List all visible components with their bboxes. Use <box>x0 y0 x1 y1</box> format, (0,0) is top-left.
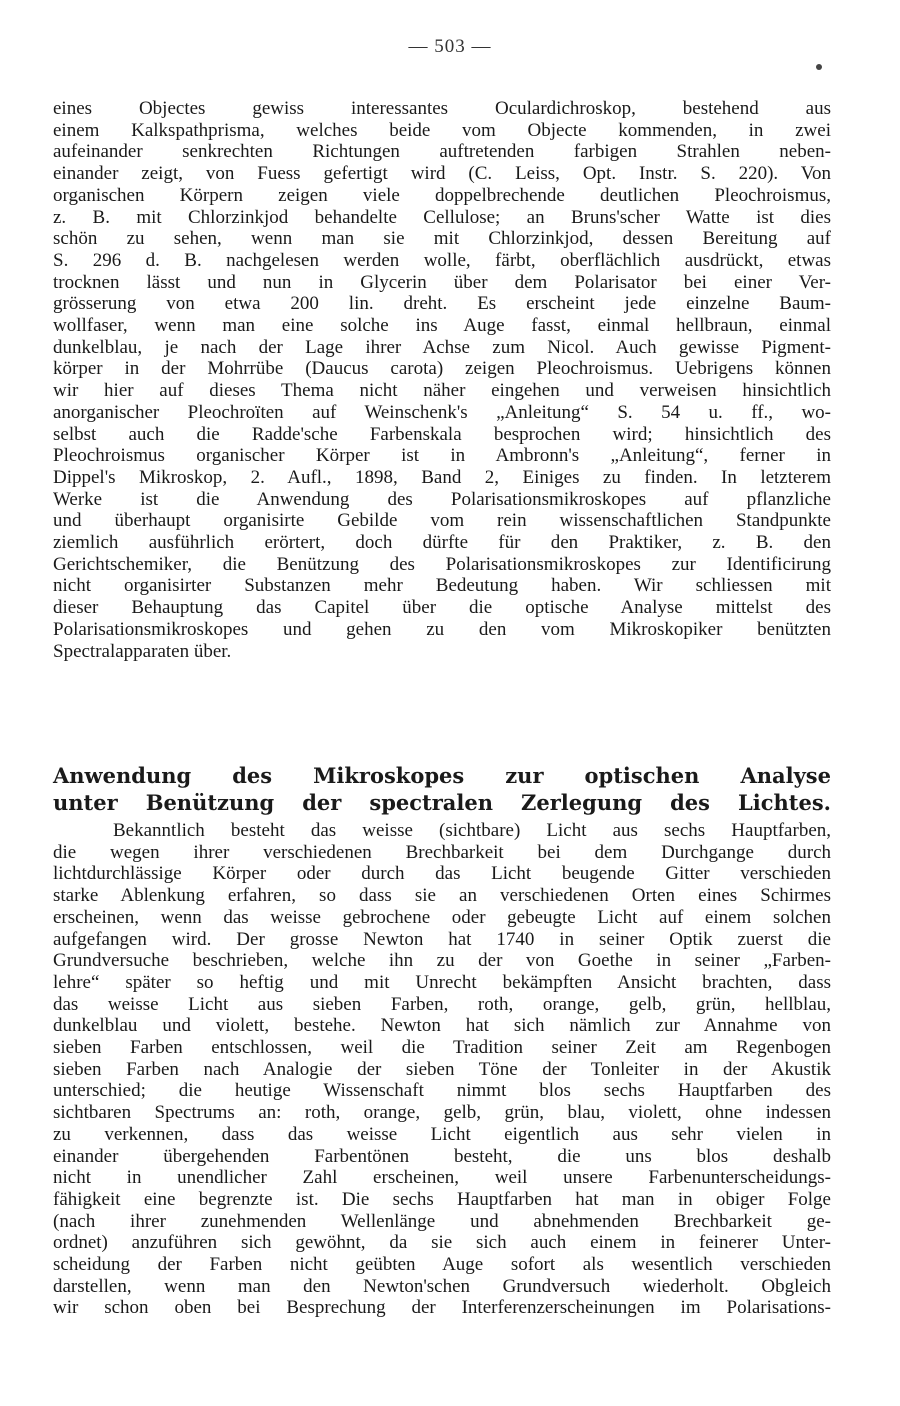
text-line: Polarisationsmikroskopes und gehen zu den vom Mikroskopiker benützten <box>53 618 831 640</box>
text-line: lehre“ später so heftig und mit Unrecht bekämpften Ansicht brachten, dass <box>53 971 831 993</box>
text-line: dunkelblau und violett, bestehe. Newton hat sich nämlich zur Annahme von <box>53 1015 831 1037</box>
text-line: zu verkennen, dass das weisse Licht eigentlich aus sehr vielen in <box>53 1123 831 1145</box>
text-line: S. 296 d. B. nachgelesen werden wolle, färbt, oberflächlich ausdrückt, etwas <box>53 249 831 271</box>
text-line: unterschied; die heutige Wissenschaft nimmt blos sechs Hauptfarben des <box>53 1080 831 1102</box>
body-paragraph-1 <box>53 98 831 662</box>
text-line: ordnet) anzuführen sich gewöhnt, da sie sich auch einem in feinerer Unter- <box>53 1232 831 1254</box>
text-line: einander übergehenden Farbentönen besteht, die uns blos deshalb <box>53 1145 831 1167</box>
text-line: einem Kalkspathprisma, welches beide vom Objecte kommenden, in zwei <box>53 119 831 141</box>
text-line: dieser Behauptung das Capitel über die optische Analyse mittelst des <box>53 597 831 619</box>
page-number: — 503 — <box>408 36 492 57</box>
text-line: darstellen, wenn man den Newton'schen Grundversuch wiederholt. Obgleich <box>53 1275 831 1297</box>
text-line: sieben Farben entschlossen, weil die Tradition seiner Zeit am Regenbogen <box>53 1037 831 1059</box>
text-line: ziemlich ausführlich erörtert, doch dürfte für den Praktiker, z. B. den <box>53 532 831 554</box>
heading-line: unter Benützung der spectralen Zerlegung des Lichtes. <box>53 790 831 815</box>
text-line: nicht in unendlicher Zahl erscheinen, weil unsere Farbenunterscheidungs- <box>53 1167 831 1189</box>
text-line: lichtdurchlässige Körper oder durch das Licht beugende Gitter verschieden <box>53 863 831 885</box>
text-line: anorganischer Pleochroïten auf Weinschenk's „Anleitung“ S. 54 u. ff., wo- <box>53 401 831 423</box>
text-line: Bekanntlich besteht das weisse (sichtbare) Licht aus sechs Hauptfarben, <box>113 820 831 841</box>
text-line: Grundversuche beschrieben, welche ihn zu der von Goethe in seiner „Farben- <box>53 950 831 972</box>
text-line: Gerichtschemiker, die Benützung des Polarisationsmikroskopes zur Identificirung <box>53 553 831 575</box>
text-line: schön zu sehen, wenn man sie mit Chlorzinkjod, dessen Bereitung auf <box>53 228 831 250</box>
text-line: dunkelblau, je nach der Lage ihrer Achse zum Nicol. Auch gewisse Pigment- <box>53 336 831 358</box>
section-heading <box>53 762 831 816</box>
text-line: und überhaupt organisirte Gebilde vom rein wissenschaftlichen Standpunkte <box>53 510 831 532</box>
text-line: scheidung der Farben nicht geübten Auge sofort als wesentlich verschieden <box>53 1254 831 1276</box>
text-line: selbst auch die Radde'sche Farbenskala besprochen wird; hinsichtlich des <box>53 423 831 445</box>
text-line: (nach ihrer zunehmenden Wellenlänge und abnehmenden Brechbarkeit ge- <box>53 1210 831 1232</box>
print-speck <box>816 64 822 70</box>
text-line: das weisse Licht aus sieben Farben, roth, orange, gelb, grün, hellblau, <box>53 993 831 1015</box>
text-line: nicht organisirter Substanzen mehr Bedeutung haben. Wir schliessen mit <box>53 575 831 597</box>
text-line: sieben Farben nach Analogie der sieben Töne der Tonleiter in der Akustik <box>53 1058 831 1080</box>
text-line: organischen Körpern zeigen viele doppelbrechende deutlichen Pleochroismus, <box>53 184 831 206</box>
text-line: Pleochroismus organischer Körper ist in Ambronn's „Anleitung“, ferner in <box>53 445 831 467</box>
text-line: einander zeigt, von Fuess gefertigt wird (C. Leiss, Opt. Instr. S. 220). Von <box>53 163 831 185</box>
text-line: eines Objectes gewiss interessantes Oculardichroskop, bestehend aus <box>53 98 831 119</box>
text-line: grösserung von etwa 200 lin. dreht. Es erscheint jede einzelne Baum- <box>53 293 831 315</box>
text-line: aufgefangen wird. Der grosse Newton hat 1740 in seiner Optik zuerst die <box>53 928 831 950</box>
text-line: körper in der Mohrrübe (Daucus carota) zeigen Pleochroismus. Uebrigens können <box>53 358 831 380</box>
text-line: Dippel's Mikroskop, 2. Aufl., 1898, Band 2, Einiges zu finden. In letzterem <box>53 466 831 488</box>
text-line: trocknen lässt und nun in Glycerin über dem Polarisator bei einer Ver- <box>53 271 831 293</box>
text-line: wollfaser, wenn man eine solche ins Auge fasst, einmal hellbraun, einmal <box>53 315 831 337</box>
text-line: Werke ist die Anwendung des Polarisationsmikroskopes auf pflanzliche <box>53 488 831 510</box>
body-paragraph-2 <box>53 820 831 1319</box>
text-line: starke Ablenkung erfahren, so dass sie an verschiedenen Orten eines Schirmes <box>53 885 831 907</box>
text-line: erscheinen, wenn das weisse gebrochene oder gebeugte Licht auf einem solchen <box>53 906 831 928</box>
text-line: die wegen ihrer verschiedenen Brechbarkeit bei dem Durchgange durch <box>53 841 831 863</box>
text-line: wir schon oben bei Besprechung der Interferenzerscheinungen im Polarisations- <box>53 1297 831 1319</box>
text-line: aufeinander senkrechten Richtungen auftretenden farbigen Strahlen neben- <box>53 141 831 163</box>
text-line: sichtbaren Spectrums an: roth, orange, gelb, grün, blau, violett, ohne indessen <box>53 1102 831 1124</box>
text-line: Spectralapparaten über. <box>53 640 232 662</box>
text-line: wir hier auf dieses Thema nicht näher eingehen und verweisen hinsichtlich <box>53 380 831 402</box>
text-line: z. B. mit Chlorzinkjod behandelte Cellulose; an Bruns'scher Watte ist dies <box>53 206 831 228</box>
text-line: fähigkeit eine begrenzte ist. Die sechs Hauptfarben hat man in obiger Folge <box>53 1188 831 1210</box>
heading-line: Anwendung des Mikroskopes zur optischen Analyse <box>53 763 831 788</box>
